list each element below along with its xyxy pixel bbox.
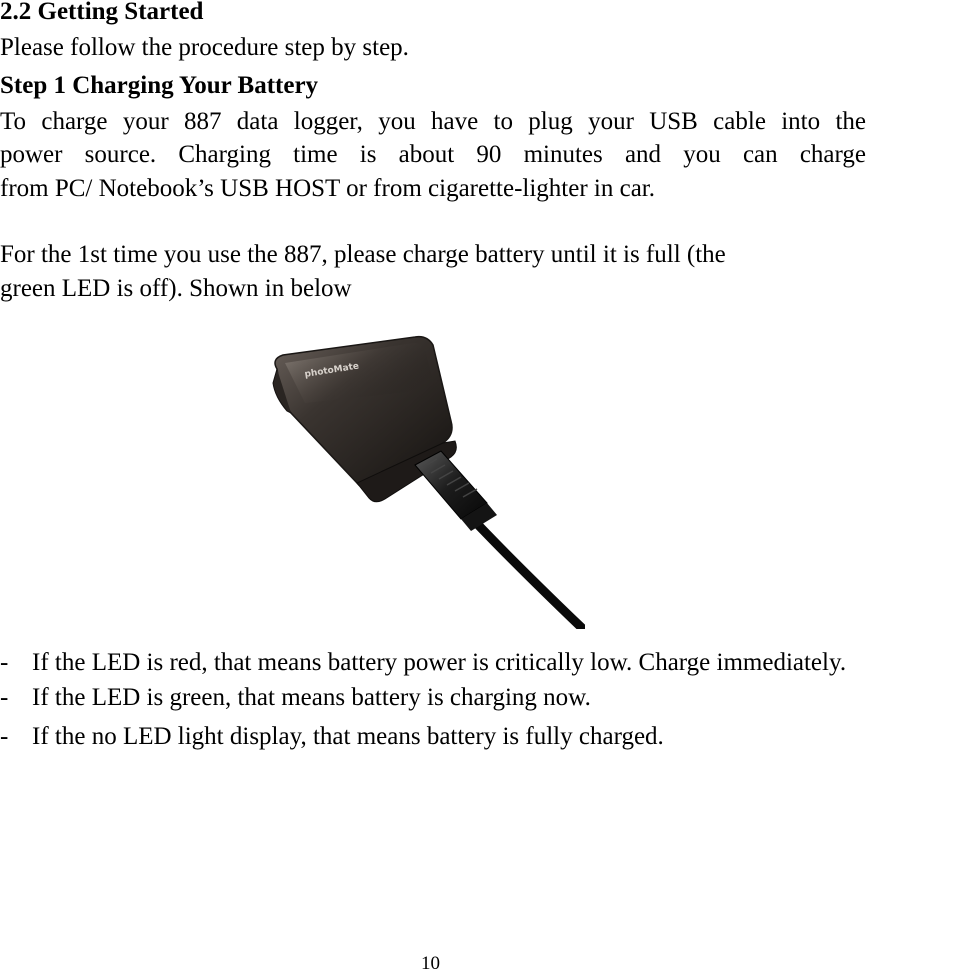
section-heading: 2.2 Getting Started bbox=[0, 0, 204, 25]
step1-para1-line1: To charge your 887 data logger, you have to plug your USB cable into the bbox=[0, 108, 866, 135]
data-logger-charging-photo bbox=[265, 333, 585, 629]
list-item-text: If the LED is green, that means battery is charging now. bbox=[32, 684, 591, 711]
bullet-dash: - bbox=[0, 723, 9, 750]
bullet-dash: - bbox=[0, 649, 9, 676]
step1-heading: Step 1 Charging Your Battery bbox=[0, 72, 319, 99]
step1-para1-line3: from PC/ Notebook’s USB HOST or from cigarette-lighter in car. bbox=[0, 175, 655, 202]
usb-cable bbox=[465, 511, 583, 629]
list-item-text: If the LED is red, that means battery power is critically low. Charge immediately. bbox=[32, 649, 847, 676]
step1-para2-line1: For the 1st time you use the 887, please charge battery until it is full (the bbox=[0, 241, 726, 268]
usb-plug bbox=[415, 451, 497, 531]
page-number: 10 bbox=[421, 953, 440, 974]
data-logger-illustration bbox=[265, 333, 585, 629]
step1-para1-line2: power source. Charging time is about 90 minutes and you can charge bbox=[0, 141, 866, 168]
device-logo: photoMate bbox=[303, 361, 360, 380]
led-item-off bbox=[0, 722, 664, 752]
bullet-dash: - bbox=[0, 684, 9, 711]
led-item-red bbox=[0, 648, 846, 678]
section-intro: Please follow the procedure step by step. bbox=[0, 34, 409, 61]
step1-para2-line2: green LED is off). Shown in below bbox=[0, 275, 352, 302]
led-item-green bbox=[0, 683, 591, 713]
list-item-text: If the no LED light display, that means battery is fully charged. bbox=[32, 723, 664, 750]
